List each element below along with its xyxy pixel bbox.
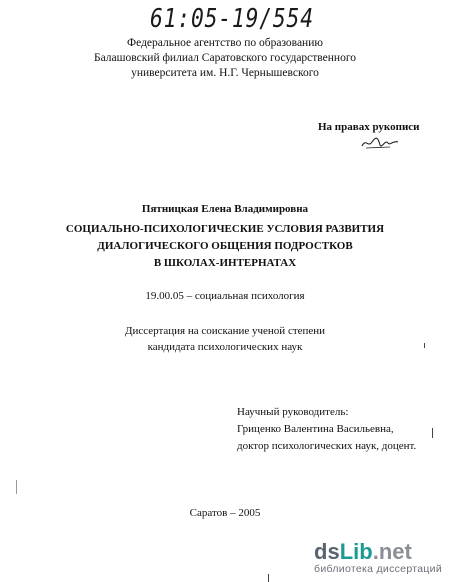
dslib-watermark bbox=[314, 541, 442, 576]
supervisor-line: доктор психологических наук, доцент. bbox=[237, 440, 417, 452]
agency-line: Балашовский филиал Саратовского государственного bbox=[93, 52, 357, 64]
title-line: СОЦИАЛЬНО-ПСИХОЛОГИЧЕСКИЕ УСЛОВИЯ РАЗВИТИЯ bbox=[65, 223, 385, 235]
dissertation-title bbox=[0, 221, 450, 272]
scan-mark bbox=[432, 428, 433, 438]
title-line: ДИАЛОГИЧЕСКОГО ОБЩЕНИЯ ПОДРОСТКОВ bbox=[97, 240, 353, 252]
manuscript-rights-label: На правах рукописи bbox=[318, 121, 420, 133]
handwritten-archive-code: 61:05-19/554 bbox=[150, 4, 314, 34]
degree-line: кандидата психологических наук bbox=[147, 341, 303, 353]
scan-mark bbox=[16, 480, 17, 494]
scan-mark bbox=[424, 343, 425, 348]
city-year: Саратов – 2005 bbox=[189, 507, 261, 519]
specialty-code: 19.00.05 – социальная психология bbox=[145, 290, 305, 302]
supervisor-block bbox=[237, 404, 416, 455]
degree-statement bbox=[0, 323, 450, 355]
supervisor-line: Гриценко Валентина Васильевна, bbox=[237, 423, 394, 435]
agency-line: университета им. Н.Г. Чернышевского bbox=[131, 67, 319, 79]
watermark-tagline: библиотека диссертаций bbox=[314, 563, 442, 575]
author-name: Пятницкая Елена Владимировна bbox=[141, 203, 309, 215]
supervisor-line: Научный руководитель: bbox=[237, 406, 349, 418]
signature-icon bbox=[360, 134, 400, 152]
agency-block bbox=[0, 36, 450, 81]
title-line: В ШКОЛАХ-ИНТЕРНАТАХ bbox=[153, 257, 297, 269]
scan-mark bbox=[268, 574, 269, 582]
watermark-logo: dsLib.net bbox=[314, 539, 412, 564]
degree-line: Диссертация на соискание ученой степени bbox=[124, 325, 326, 337]
agency-line: Федеральное агентство по образованию bbox=[127, 37, 323, 49]
